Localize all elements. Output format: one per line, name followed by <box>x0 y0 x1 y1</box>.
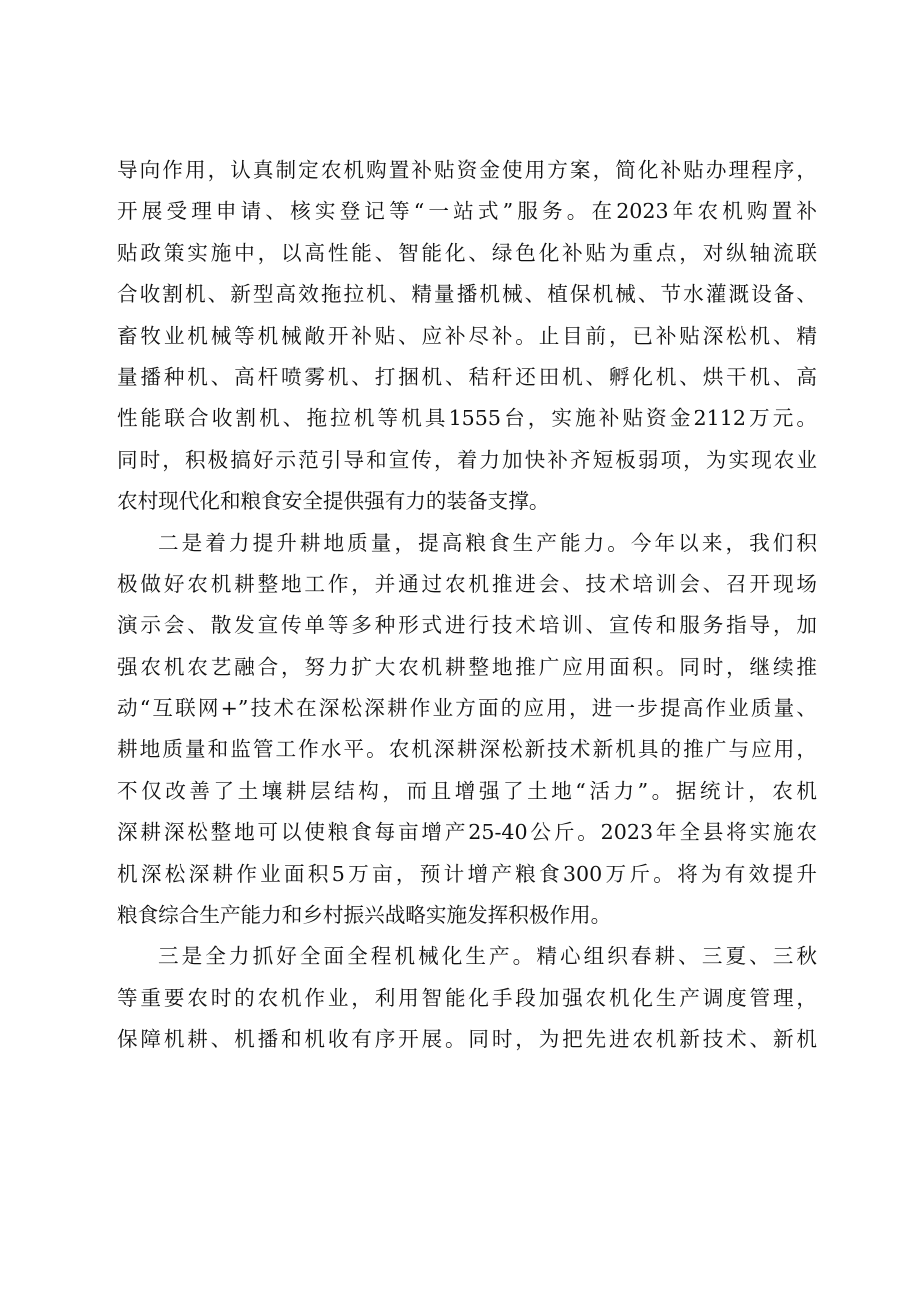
text-line: 贴政策实施中，以高性能、智能化、绿色化补贴为重点，对纵轴流联 <box>117 240 817 265</box>
text-line: 保障机耕、机播和机收有序开展。同时，为把先进农机新技术、新机 <box>117 1027 817 1052</box>
paragraph-subsidy <box>117 150 817 523</box>
text-line: 量播种机、高杆喷雾机、打捆机、秸秆还田机、孵化机、烘干机、高 <box>117 364 817 389</box>
text-line: 粮食综合生产能力和乡村振兴战略实施发挥积极作用。 <box>117 903 612 928</box>
text-line: 等重要农时的农机作业，利用智能化手段加强农机化生产调度管理， <box>117 985 817 1010</box>
text-line: 农村现代化和粮食安全提供强有力的装备支撑。 <box>117 489 550 514</box>
text-line: 动“互联网+”技术在深松深耕作业方面的应用，进一步提高作业质量、 <box>117 696 817 721</box>
text-line: 合收割机、新型高效拖拉机、精量播机械、植保机械、节水灌溉设备、 <box>117 282 817 307</box>
document-body <box>117 150 817 1061</box>
text-line: 导向作用，认真制定农机购置补贴资金使用方案，简化补贴办理程序， <box>117 158 817 182</box>
text-line: 性能联合收割机、拖拉机等机具1555台，实施补贴资金2112万元。 <box>117 406 817 431</box>
text-line: 开展受理申请、核实登记等“一站式”服务。在2023年农机购置补 <box>117 199 817 224</box>
text-line: 耕地质量和监管工作水平。农机深耕深松新技术新机具的推广与应用， <box>117 737 817 762</box>
paragraph-farmland-quality <box>117 523 817 937</box>
text-line: 同时，积极搞好示范引导和宣传，着力加快补齐短板弱项，为实现农业 <box>117 447 817 472</box>
text-line: 三是全力抓好全面全程机械化生产。精心组织春耕、三夏、三秋 <box>158 944 817 969</box>
text-line: 演示会、散发宣传单等多种形式进行技术培训、宣传和服务指导，加 <box>117 613 817 638</box>
text-line: 不仅改善了土壤耕层结构，而且增强了土地“活力”。据统计，农机 <box>117 778 817 803</box>
text-line: 二是着力提升耕地质量，提高粮食生产能力。今年以来，我们积 <box>158 530 817 555</box>
text-line: 强农机农艺融合，努力扩大农机耕整地推广应用面积。同时，继续推 <box>117 654 817 679</box>
text-line: 畜牧业机械等机械敞开补贴、应补尽补。止目前，已补贴深松机、精 <box>117 323 817 348</box>
text-line: 极做好农机耕整地工作，并通过农机推进会、技术培训会、召开现场 <box>117 571 817 596</box>
paragraph-mechanization <box>117 936 817 1060</box>
text-line: 深耕深松整地可以使粮食每亩增产25-40公斤。2023年全县将实施农 <box>117 820 817 845</box>
text-line: 机深松深耕作业面积5万亩，预计增产粮食300万斤。将为有效提升 <box>117 861 817 886</box>
